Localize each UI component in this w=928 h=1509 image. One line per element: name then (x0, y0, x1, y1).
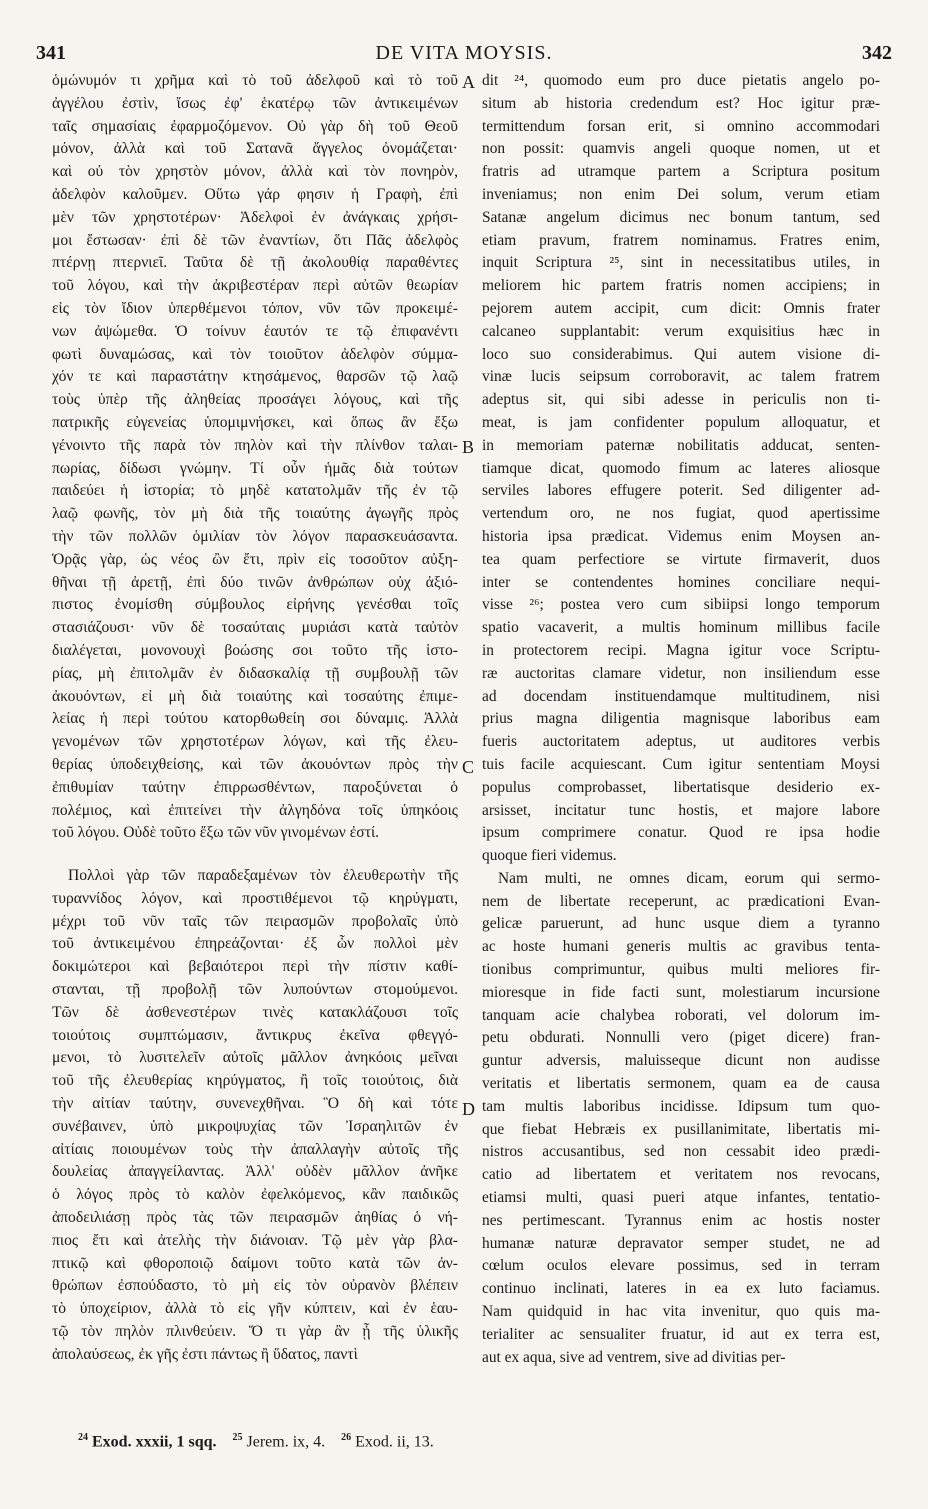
text-line: χόν τε καὶ παραστάτην κτησάμενος, θαρσῶν τῷ λαῷ (52, 368, 458, 386)
text-line: εἰς τὸν ἴδιον ὑπερθέμενοι τόπον, νῦν τῶν προκειμέ- (52, 299, 458, 317)
text-line: dit ²⁴, quomodo eum pro duce pietatis angelo po- (482, 72, 880, 89)
text-line: συνέβαινεν, ὑπὸ μικροψυχίας τῶν Ἰσραηλιτῶν ἐν (52, 1117, 458, 1135)
page-number-left: 341 (36, 42, 66, 64)
text-line: μὲν τῶν χρηστοτέρων· Ἀδελφοὶ ἐν ἀνάγκαις χρήσι- (52, 208, 458, 226)
text-line: αἰτίαις ποιουμένων τοὺς τὴν ἀπαλλαγὴν αὐτοῖς τῆς (52, 1140, 458, 1158)
text-line: pejorem autem accipit, cum dicit: Omnis frater (482, 299, 880, 317)
text-line: ρίας, μὴ ἐπιτολμᾶν ἐν διδασκαλίᾳ τῇ συμβουλῇ τῶν (52, 664, 458, 682)
text-line: aut ex aqua, sive ad ventrem, sive ad divitias per- (482, 1348, 786, 1366)
text-line: λείας ἡ περὶ τούτου κατορθωθείη σοι δύναμις. Ἀλλὰ (52, 710, 458, 728)
text-line: Ὁρᾷς γὰρ, ὡς νέος ὢν ἔτι, πρὶν εἰς τοσοῦτον αὐξη- (52, 550, 458, 568)
text-line: Satanæ angelum dicimus nec bonum tantum, sed (482, 208, 880, 226)
section-marker-c: C (462, 757, 475, 777)
text-line: ἐπιθυμίαν ταύτην ἐπιρρωσθέντων, παροξύνεται ὁ (52, 778, 458, 796)
text-line: tiamque dicat, quomodo fimum ac lateres aliosque (482, 459, 880, 477)
text-line: πιος ἔτι καὶ ἀτελὴς τὴν διάνοιαν. Τῷ μὲν γὰρ βλα- (52, 1231, 458, 1249)
text-line: ὁμώνυμόν τι χρῆμα καὶ τὸ τοῦ ἀδελφοῦ καὶ τὸ τοῦ (52, 72, 458, 89)
text-line: non possit: quamvis angeli quoque nomen, ut et (482, 140, 880, 158)
text-line: ipsum comprimere conatur. Quod re ipsa hodie (482, 824, 880, 842)
text-line: arsisset, incitatur tunc hostis, et majore labore (482, 801, 880, 819)
text-line: terialiter ac sensualiter fruatur, id aut ex terra est, (482, 1325, 880, 1343)
text-line: τὸ ὑποχείριον, ἀλλὰ τὸ εἰς γῆν κύπτειν, καὶ ἐν ἑαυ- (52, 1300, 458, 1318)
text-line: τῷ τὸν πηλὸν πλινθεύειν. Ὅ τι γὰρ ἂν ᾖ τῆς ὑλικῆς (52, 1323, 458, 1341)
text-line: πτικῷ καὶ φθοροποιῷ δαίμονι τοῦτο κατὰ τῶν ἀν- (52, 1254, 458, 1272)
text-line: ἀγγέλου ἐστὶν, ἴσως ἐφ' ἑκατέρῳ τῶν ἀντικειμένων (52, 94, 458, 112)
text-line: tam multis laboribus incidisse. Idipsum tum quo- (482, 1097, 880, 1115)
text-line: ταῖς σημασίαις ἐφαρμοζόμενον. Οὐ γὰρ δὴ τοῦ Θεοῦ (52, 117, 458, 135)
text-line: tea quam perfectiore se virtute firmaverit, duos (482, 550, 880, 568)
text-line: inveniamus; non enim Dei solum, verum etiam (482, 185, 880, 203)
text-line: τοιούτοις συμπτώμασιν, ἄντικρυς ἐκεῖνα φθεγγό- (52, 1026, 458, 1044)
text-line: cœlum oculos elevare possimus, sed in terram (482, 1257, 880, 1275)
running-title: DE VITA MOYSIS. (375, 42, 553, 64)
text-line: ræ auctoritas clamare videtur, non insiliendum esse (482, 664, 880, 682)
running-header (36, 42, 892, 66)
text-line: πατρικῆς εὐγενείας ὑπομιμνήσκει, καὶ ὅπως ἂν ἔξω (52, 413, 458, 431)
text-line: nes pertimescant. Tyrannus enim ac hostis noster (482, 1211, 880, 1229)
text-line: continuo inclinati, lateres in ea ex luto faciamus. (482, 1280, 880, 1298)
text-line: ἀπολαύσεως, ἐκ γῆς ἐστι πάντως ἢ ὕδατος, παντὶ (52, 1345, 358, 1363)
greek-column (52, 70, 458, 1367)
text-line: μενοι, τὸ λυσιτελεῖν αὐτοῖς μᾶλλον ἀνηκόοις μεῖναι (52, 1049, 458, 1067)
text-line: historia ipsa prædicat. Videmus enim Moysen an- (482, 527, 880, 545)
text-line: humanæ naturæ depravator semper studet, ne ad (482, 1234, 880, 1252)
page-number-right: 342 (862, 42, 892, 64)
footnote-number: 26 (341, 1432, 352, 1443)
text-line: ἀκουόντων, εἰ μὴ διὰ τοιαύτης καὶ τοσαύτης ἐπιμε- (52, 687, 458, 705)
footnote-text: Exod. xxxii, 1 sqq. (92, 1433, 217, 1451)
text-line: μόνον, ἀλλὰ καὶ τοῦ Σατανᾶ ἄγγελος ὀνομάζεται· (52, 140, 458, 158)
text-line: fratris ad utramque partem a Scriptura positum (482, 163, 880, 181)
text-line: Nam multi, ne omnes dicam, eorum qui sermo- (498, 869, 880, 887)
footnote-number: 25 (232, 1432, 243, 1443)
text-line: ὁ λόγος πρὸς τὸ καλὸν ἐφελκόμενος, κἂν παιδικῶς (52, 1186, 458, 1204)
text-line: πωρίας, δίδωσι γνώμην. Τί οὖν ἡμᾶς διὰ τούτων (52, 459, 458, 477)
text-line: τοῦ τῆς ἐλευθερίας κηρύγματος, ἢ τοῖς τοιούτοις, διὰ (52, 1072, 458, 1090)
text-line: catio ad libertatem et veritatem nos revocans, (482, 1166, 880, 1184)
text-line: calcaneo supplantabit: verum exquisitius hæc in (482, 322, 880, 340)
text-line: τὴν αἰτίαν ταύτην, συνενεχθῆναι. Ὃ δὴ καὶ τότε (52, 1095, 458, 1113)
text-line: populus comprobasset, libertatisque desiderio ex- (482, 778, 880, 796)
text-line: adeptus sit, qui sibi adesse in periculis non ti- (482, 391, 880, 409)
text-line: ἀποδειλιάσῃ πρὸς τὰς τῶν πειρασμῶν ἀηθίας ὁ νή- (52, 1209, 458, 1227)
text-line: nistros accusantibus, sed non cessabit ideo prædi- (482, 1143, 880, 1161)
text-line: gelicæ paruerunt, ad hunc usque diem a tyranno (482, 915, 880, 933)
text-line: τοῦ λόγου. Οὐδὲ τοῦτο ἔξω τῶν νῦν γινομένων ἐστί. (52, 824, 380, 842)
text-line: visse ²⁶; postea vero cum sibiipsi longo temporum (482, 596, 880, 614)
text-line: μέχρι τοῦ νῦν ταῖς τῶν πειρασμῶν προβολαῖς ὑπὸ (52, 912, 458, 930)
text-line: πολέμιος, καὶ ἐπιτείνει τὴν ἀλγηδόνα τοῖς ὑπηκόοις (52, 801, 458, 819)
text-line: guntur adversis, maluisseque dicunt non audisse (482, 1052, 880, 1070)
text-line: loco suo considerabimus. Qui autem visione di- (482, 345, 880, 363)
text-line: γένοιντο τῆς παρὰ τὸν πηλὸν καὶ τὴν πλίνθον ταλαι- (52, 436, 458, 454)
paragraph-gap (52, 845, 458, 865)
section-marker-a: A (462, 72, 475, 92)
text-line: nem de libertate receperunt, ac prædicationi Evan- (482, 892, 880, 910)
text-line: γενομένων τῶν χρηστοτέρων λόγων, καὶ τῆς ἐλευ- (52, 733, 458, 751)
text-line: διαλέγεται, μονονουχὶ βοώσης σοι τοῦτο τῆς ἱστο- (52, 641, 458, 659)
text-line: veritatis et libertatis sermonem, quam ea de causa (482, 1075, 880, 1093)
text-line: τοῦ ἀντικειμένου ἐπηρεάζονται· ἐξ ὧν πολλοὶ μὲν (52, 935, 458, 953)
text-line: παιδεύει ἡ ἱστορία; τὸ μηδὲ κατατολμᾶν τῆς ἐν τῷ (52, 482, 458, 500)
text-line: ac hoste humani generis multis ac gravibus tenta- (482, 938, 880, 956)
text-line: tanquam acie chalybea roborati, vel dolorum im- (482, 1006, 880, 1024)
text-line: θῆναι τῇ ἀρετῇ, ἐπὶ δύο τινῶν ἀνθρώπων οὐχ ἀξιό- (52, 573, 458, 591)
latin-column (482, 70, 880, 1369)
text-line: meliorem hic partem fratris nomen accipiens; in (482, 277, 880, 295)
text-line: Πολλοὶ γὰρ τῶν παραδεξαμένων τὸν ἐλευθερωτὴν τῆς (68, 867, 458, 885)
section-marker-d: D (462, 1099, 475, 1119)
text-line: serviles labores effugere poterit. Sed diligenter ad- (482, 482, 880, 500)
text-line: inter se contendentes homines conciliare nequi- (482, 573, 880, 591)
text-line: spatio vacaverit, a multis hominum millibus facile (482, 619, 880, 637)
text-line: vertendum oro, ne nos fugiat, quod apertissime (482, 505, 880, 523)
text-line: καὶ οὐ τὸν χρηστὸν μόνον, ἀλλὰ καὶ τὸν πονηρὸν, (52, 163, 458, 181)
text-line: τοῦ λόγου, καὶ τὴν ἀκριβεστέραν περὶ αὐτῶν θεωρίαν (52, 277, 458, 295)
text-line: etiamsi multi, quasi pueri atque infantes, tentatio- (482, 1189, 880, 1207)
text-line: νων ἀψώμεθα. Ὁ τοίνυν ἑαυτόν τε τῷ ἐπιφανέντι (52, 322, 458, 340)
text-line: Nam quidquid in hac vita invenitur, quo quis ma- (482, 1303, 880, 1321)
text-line: δουλείας ἀπαγγείλαντας. Ἀλλ' οὐδὲν μᾶλλον ἀνῆκε (52, 1163, 458, 1181)
text-line: θρώπων ἐσπούδαστο, τὸ μὴ εἰς τὸν οὐρανὸν βλέπειν (52, 1277, 458, 1295)
text-line: στανται, τῇ προβολῇ τῶν λυπούντων στομούμενοι. (52, 981, 458, 999)
text-line: fueris auctoritatem adeptus, ut auditores verbis (482, 733, 880, 751)
text-line: φωτὶ δυναμώσας, καὶ τὸν τοιοῦτον ἀδελφὸν σύμμα- (52, 345, 458, 363)
text-line: πτέρνῃ πτερνιεῖ. Ταῦτα δὲ τῇ ἀκολουθίᾳ παραθέντες (52, 254, 458, 272)
text-line: in memoriam paternæ nobilitatis adducat, senten- (482, 436, 880, 454)
text-line: τὴν τῶν πολλῶν ὁμιλίαν τὸν λόγον παρασκευάσαντα. (52, 527, 458, 545)
text-line: ad docendam instituendamque multitudinem, nisi (482, 687, 880, 705)
text-line: μοι ἔστωσαν· ἐπὶ δὲ τῶν ἐναντίων, ὅτι Πᾶς ἀδελφὸς (52, 231, 458, 249)
text-line: τυραννίδος λόγον, καὶ προστιθέμενοι τῷ κηρύγματι, (52, 889, 458, 907)
text-line: ἀδελφὸν καλοῦμεν. Οὕτω γάρ φησιν ἡ Γραφὴ, ἐπὶ (52, 185, 458, 203)
section-marker-b: B (462, 437, 475, 457)
text-line: petu obdurati. Nonnulli vero (piget dicere) fran- (482, 1029, 880, 1047)
footnote-number: 24 (78, 1432, 88, 1443)
text-line: Τῶν δὲ ἀσθενεστέρων τινὲς κατακλάζουσι τοῖς (52, 1003, 458, 1021)
text-line: termittendum forsan erit, si omnino accommodari (482, 117, 880, 135)
text-line: tionibus comprimuntur, quibus multi meliores fir- (482, 961, 880, 979)
text-line: θερίας ὑποδειχθείσης, καὶ τῶν ἀκουόντων πρὸς τὴν (52, 755, 458, 773)
text-line: vinæ lucis seipsum corroboravit, ac talem fratrem (482, 368, 880, 386)
text-line: δοκιμώτεροι καὶ βεβαιότεροι περὶ τὴν πίστιν καθί- (52, 958, 458, 976)
text-line: στασιάζουσι· νῦν δὲ τοσαύταις μυριάσι κατὰ ταὐτὸν (52, 619, 458, 637)
text-line: que fiebat Hebræis ex pusillanimitate, libertatis mi- (482, 1120, 880, 1138)
footnotes (78, 1432, 434, 1451)
text-line: quoque fieri videmus. (482, 847, 617, 865)
text-line: situm ab historia credendum est? Hoc igitur præ- (482, 94, 880, 112)
text-line: etiam pravum, fratrem nominamus. Fratres enim, (482, 231, 880, 249)
text-line: in protectorem recipi. Magna igitur voce Scriptu- (482, 641, 880, 659)
text-line: prius magna diligentia magnisque laboribus eam (482, 710, 880, 728)
text-line: τοὺς ὑπὲρ τῆς ἀληθείας προσάγει λόγους, καὶ τῆς (52, 391, 458, 409)
text-line: λαῷ φωνῆς, τὸν μὴ διὰ τῆς τοιαύτης ἀγωγῆς πρὸς (52, 505, 458, 523)
text-line: meat, is jam confidenter populum alloquatur, et (482, 413, 880, 431)
text-line: mioresque in fide facti sunt, molestiarum incursione (482, 983, 880, 1001)
footnote-text: Jerem. ix, 4. (246, 1433, 326, 1451)
footnote-text: Exod. ii, 13. (355, 1433, 434, 1451)
text-line: inquit Scriptura ²⁵, sint in necessitatibus utiles, in (482, 254, 880, 272)
text-line: πιστος ἐνομίσθη σύμβουλος εἰρήνης γενέσθαι τοῖς (52, 596, 458, 614)
text-line: tuis facile acquiescant. Cum igitur sententiam Moysi (482, 755, 880, 773)
